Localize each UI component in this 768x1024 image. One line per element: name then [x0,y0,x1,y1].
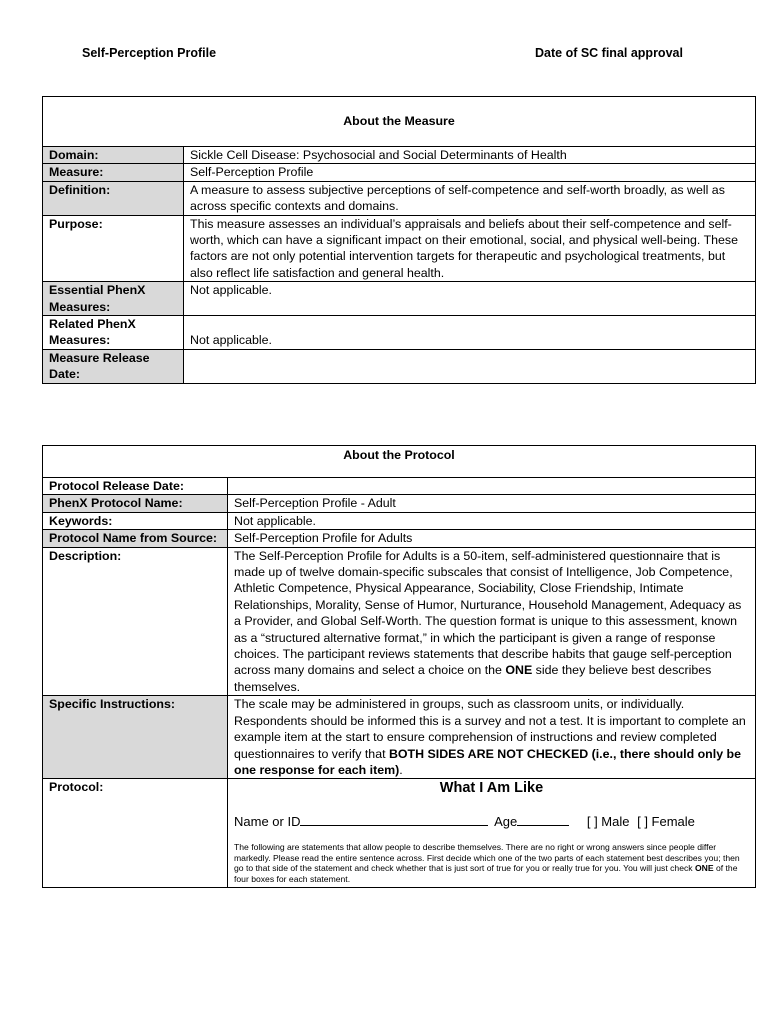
form-instructions-text-end: of the four boxes for each statement. [234,863,738,884]
essential-phenx-value: Not applicable. [184,282,756,316]
protocol-label: Protocol: [43,779,228,887]
measure-release-date-label: Measure Release Date: [43,349,184,383]
description-value [228,547,756,696]
protocol-form [228,779,756,887]
header-right-title: Date of SC final approval [535,46,683,60]
measure-release-date-value [184,349,756,383]
instructions-text-end: . [399,762,403,777]
keywords-label: Keywords: [43,512,228,529]
measure-table-title: About the Measure [43,97,756,147]
specific-instructions-label: Specific Instructions: [43,696,228,779]
about-the-measure-table [42,96,756,384]
phenx-protocol-name-value: Self-Perception Profile - Adult [228,495,756,512]
description-bold: ONE [505,663,533,678]
phenx-protocol-name-label: PhenX Protocol Name: [43,495,228,512]
keywords-value: Not applicable. [228,512,756,529]
header-left-title: Self-Perception Profile [82,46,217,60]
form-instructions [234,842,749,884]
form-title: What I Am Like [439,780,544,797]
instructions-text: The scale may be administered in groups, such as classroom units, or individually. Respondents should be informed this is a survey and not a test. It is important to complete an example item at the start to ensure comprehension of instructions and review completed questionnaires to verify that [234,697,746,761]
age-blank [517,813,569,826]
essential-phenx-label: Essential PhenX Measures: [43,282,184,316]
description-text-end: side they believe best describes themselves. [234,663,712,694]
about-the-protocol-table [42,445,756,888]
measure-label: Measure: [43,164,184,181]
purpose-value: This measure assesses an individual’s appraisals and beliefs about their self-competence and self-worth, which can have a significant impact on their emotional, social, and physical well-being. These factors are not only potential intervention targets for therapeutic and psychological treatments, but also reflect life satisfaction and general health. [184,215,756,282]
description-label: Description: [43,547,228,696]
protocol-name-source-value: Self-Perception Profile for Adults [228,530,756,547]
protocol-release-date-label: Protocol Release Date: [43,478,228,495]
domain-label: Domain: [43,147,184,164]
protocol-table-title: About the Protocol [43,446,756,478]
related-phenx-value: Not applicable. [184,316,756,350]
measure-value: Self-Perception Profile [184,164,756,181]
male-option: [ ] Male [586,813,630,829]
definition-value: A measure to assess subjective perceptions of self-competence and self-worth broadly, as well as across specific contexts and domains. [184,181,756,215]
specific-instructions-value [228,696,756,779]
form-name-line [234,813,749,830]
form-instructions-text: The following are statements that allow people to describe themselves. There are no right or wrong answers since people differ markedly. Please read the entire sentence across. First decide which one of the two parts of each statement best describes you; then go to that side of the statement and check whether that is just sort of true for you or really true for you. You will just check [234,842,740,874]
domain-value: Sickle Cell Disease: Psychosocial and Social Determinants of Health [184,147,756,164]
related-phenx-label: Related PhenX Measures: [43,316,184,350]
female-option: [ ] Female [637,813,695,829]
form-instructions-bold: ONE [694,863,714,874]
name-or-id-blank [300,813,488,826]
purpose-label: Purpose: [43,215,184,282]
age-label: Age [494,813,518,829]
instructions-bold: BOTH SIDES ARE NOT CHECKED (i.e., there should only be one response for each item) [234,746,741,777]
protocol-release-date-value [228,478,756,495]
name-or-id-label: Name or ID [234,813,301,829]
definition-label: Definition: [43,181,184,215]
description-text: The Self-Perception Profile for Adults is a 50-item, self-administered questionnaire that is made up of twelve domain-specific subscales that consist of Intelligence, Job Competence, Athletic Competence, Physical Appearance, Sociability, Close Friendship, Intimate Relationships, Morality, Sense of Humor, Nurturance, Household Management, Adequacy as a Provider, and Global Self-Worth. The question format is unique to this assessment, known as a “structured alternative format,” in which the participant is given a range of response choices. The participant reviews statements that describe habits that gauge self-perception across many domains and select a choice on the [234,548,742,678]
protocol-name-source-label: Protocol Name from Source: [43,530,228,547]
